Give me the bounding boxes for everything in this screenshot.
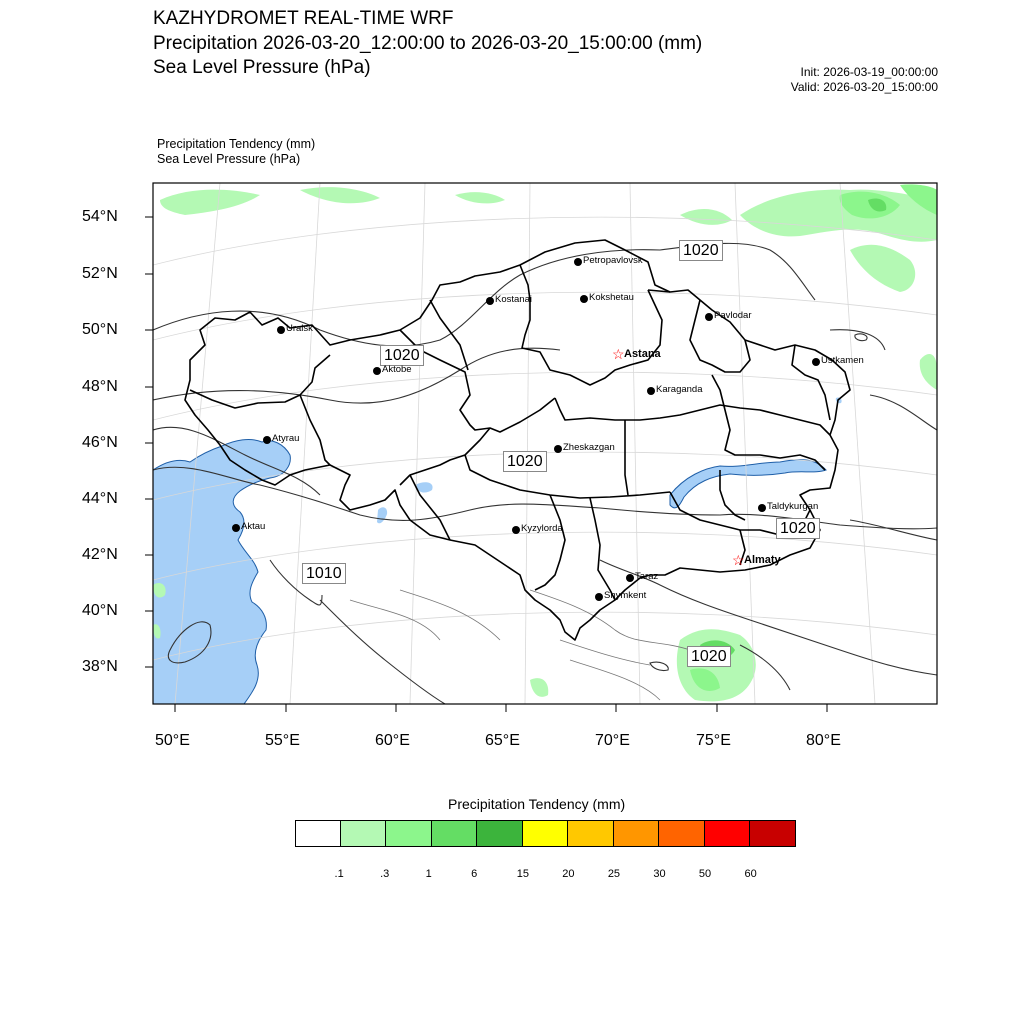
city-label: Taldykurgan	[767, 501, 819, 512]
city-dot-icon	[554, 445, 562, 453]
city-label: Karaganda	[656, 384, 703, 395]
colorbar-label: .3	[380, 868, 390, 880]
colorbar-swatch	[614, 820, 660, 847]
city-label: Almaty	[744, 554, 781, 566]
lon-label: 75°E	[696, 732, 731, 749]
lon-label: 80°E	[806, 732, 841, 749]
lat-label: 42°N	[82, 546, 118, 563]
lat-label: 44°N	[82, 490, 118, 507]
isobar-label: 1020	[503, 451, 547, 472]
subtitle-line-2: Sea Level Pressure (hPa)	[157, 152, 301, 166]
city-dot-icon	[595, 593, 603, 601]
capital-star-icon: ☆	[732, 552, 745, 568]
lon-label: 70°E	[595, 732, 630, 749]
city-dot-icon	[574, 258, 582, 266]
aral-lake	[377, 507, 387, 523]
capital-star-icon: ☆	[612, 346, 625, 362]
colorbar-label: 1	[425, 868, 432, 880]
lat-label: 38°N	[82, 658, 118, 675]
city-dot-icon	[277, 326, 285, 334]
city-dot-icon	[263, 436, 271, 444]
lat-label: 48°N	[82, 378, 118, 395]
colorbar-swatch	[705, 820, 751, 847]
isobar-label: 1010	[302, 563, 346, 584]
city-label: Aktobe	[382, 364, 412, 375]
lat-label: 54°N	[82, 208, 118, 225]
city-label: Zheskazgan	[563, 442, 615, 453]
city-label: Shymkent	[604, 590, 647, 601]
city-dot-icon	[626, 574, 634, 582]
lon-label: 65°E	[485, 732, 520, 749]
city-dot-icon	[512, 526, 520, 534]
lat-label: 50°N	[82, 321, 118, 338]
colorbar-title: Precipitation Tendency (mm)	[448, 796, 626, 812]
city-label: Kostanai	[495, 294, 532, 305]
lon-label: 50°E	[155, 732, 190, 749]
colorbar-swatch	[477, 820, 523, 847]
isobar-label: 1020	[776, 518, 820, 539]
title-line-3: Sea Level Pressure (hPa)	[153, 57, 371, 78]
colorbar-swatch	[523, 820, 569, 847]
lat-label: 40°N	[82, 602, 118, 619]
lat-label: 46°N	[82, 434, 118, 451]
city-dot-icon	[373, 367, 381, 375]
city-dot-icon	[758, 504, 766, 512]
isobar-label: 1020	[679, 240, 723, 261]
city-label: Aktau	[241, 521, 266, 532]
city-label: Petropavlovsk	[583, 255, 643, 266]
city-dot-icon	[232, 524, 240, 532]
colorbar-label: 6	[471, 868, 478, 880]
colorbar-swatch	[750, 820, 796, 847]
city-label: Atyrau	[272, 433, 300, 444]
subtitle-line-1: Precipitation Tendency (mm)	[157, 137, 316, 151]
colorbar-swatch	[295, 820, 341, 847]
lon-label: 55°E	[265, 732, 300, 749]
lon-label: 60°E	[375, 732, 410, 749]
colorbar-label: 30	[653, 868, 666, 880]
init-time: Init: 2026-03-19_00:00:00	[800, 65, 938, 79]
colorbar	[295, 820, 796, 847]
caspian-sea	[153, 439, 290, 704]
city-dot-icon	[580, 295, 588, 303]
colorbar-swatch	[432, 820, 478, 847]
colorbar-swatch	[341, 820, 387, 847]
map-content	[153, 183, 937, 704]
colorbar-swatch	[568, 820, 614, 847]
city-label: Pavlodar	[714, 310, 752, 321]
city-dot-icon	[486, 297, 494, 305]
colorbar-labels	[295, 868, 796, 882]
city-dot-icon	[812, 358, 820, 366]
colorbar-label: 60	[744, 868, 757, 880]
city-label: Kyzylorda	[521, 523, 563, 534]
city-label: Ustkamen	[821, 355, 864, 366]
isobar-label: 1020	[380, 345, 424, 366]
colorbar-label: 50	[698, 868, 712, 880]
colorbar-swatch	[659, 820, 705, 847]
title-line-2: Precipitation 2026-03-20_12:00:00 to 2026-03-20_15:00:00 (mm)	[153, 33, 703, 54]
lat-label: 52°N	[82, 265, 118, 282]
colorbar-label: .1	[334, 868, 344, 880]
valid-time: Valid: 2026-03-20_15:00:00	[790, 80, 938, 94]
city-label: Uralsk	[286, 323, 313, 334]
isobar-label: 1020	[687, 646, 731, 667]
colorbar-label: 15	[516, 868, 529, 880]
title-line-1: KAZHYDROMET REAL-TIME WRF	[153, 8, 454, 29]
colorbar-label: 25	[607, 868, 621, 880]
city-dot-icon	[647, 387, 655, 395]
colorbar-swatch	[386, 820, 432, 847]
city-label: Astana	[624, 348, 661, 360]
city-label: Kokshetau	[589, 292, 634, 303]
city-label: Taraz	[635, 571, 659, 582]
colorbar-label: 20	[562, 868, 575, 880]
city-dot-icon	[705, 313, 713, 321]
